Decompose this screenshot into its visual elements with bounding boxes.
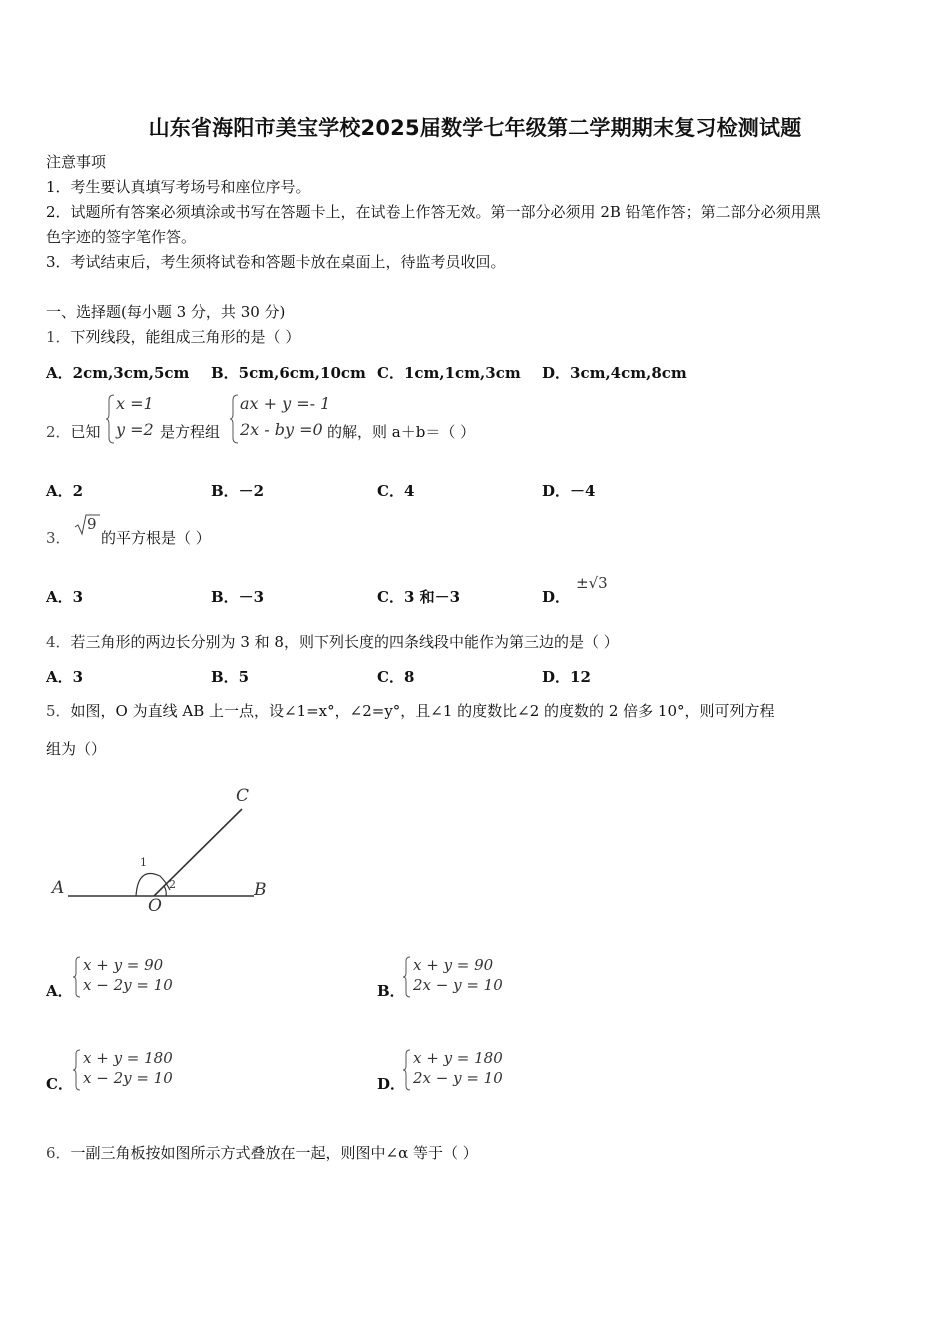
question-number: 3． — [46, 529, 71, 547]
option-c: C．8 — [377, 668, 415, 686]
question-stem: 下列线段，能组成三角形的是（ ） — [70, 328, 301, 346]
radicand: 9 — [87, 515, 97, 533]
question-stem-mid: 是方程组 — [160, 423, 221, 441]
equation: x + y = 180 — [83, 1049, 173, 1067]
notice-item: 1．考生要认真填写考场号和座位序号。 — [46, 178, 311, 196]
option-a-system — [73, 956, 183, 998]
question-number: 4． — [46, 633, 71, 651]
left-brace-icon — [73, 956, 83, 998]
option-a: A．3 — [46, 588, 84, 606]
question-stem-post: 的解，则 a＋b＝（ ） — [327, 423, 476, 441]
equation: ax + y =- 1 — [240, 394, 331, 413]
question-stem-continued: 组为（） — [46, 740, 107, 758]
question-3-number — [46, 527, 71, 548]
label-a: A — [52, 878, 65, 898]
equation: 2x − y = 10 — [413, 1069, 503, 1087]
left-brace-icon — [106, 394, 116, 444]
option-d: D．3cm,4cm,8cm — [542, 364, 687, 382]
angle-figure — [46, 782, 276, 922]
option-b: B．－2 — [211, 482, 265, 500]
sqrt-9 — [74, 512, 100, 538]
option-b: B．－3 — [211, 588, 265, 606]
question-stem-pre: 已知 — [70, 423, 101, 441]
left-brace-icon — [230, 394, 240, 444]
label-b: B — [254, 880, 267, 900]
option-a: A．3 — [46, 668, 84, 686]
equation: x + y = 90 — [83, 956, 164, 974]
page-title: 山东省海阳市美宝学校2025届数学七年级第二学期期末复习检测试题 — [148, 116, 802, 140]
label-o: O — [148, 896, 162, 916]
question-stem: 一副三角板按如图所示方式叠放在一起，则图中∠α 等于（ ） — [70, 1144, 478, 1162]
option-d-label: D． — [377, 1075, 406, 1093]
notice-heading: 注意事项 — [46, 153, 107, 171]
option-b-system — [403, 956, 513, 998]
equation: y =2 — [116, 420, 154, 439]
question-number: 2． — [46, 423, 71, 441]
angle-1-label: 1 — [140, 856, 147, 869]
question-stem: 若三角形的两边长分别为 3 和 8，则下列长度的四条线段中能作为第三边的是（ ） — [70, 633, 619, 651]
question-5 — [46, 700, 775, 721]
notice-item: 3．考试结束后，考生须将试卷和答题卡放在桌面上，待监考员收回。 — [46, 253, 506, 271]
option-d-value: ±√3 — [576, 574, 608, 592]
option-d: D．－4 — [542, 482, 596, 500]
angle-2-label: 2 — [169, 878, 176, 891]
notice-item: 2．试题所有答案必须填涂或书写在答题卡上，在试卷上作答无效。第一部分必须用 2B 铅笔作答；第二部分必须用黑 — [46, 203, 821, 221]
option-c-system — [73, 1049, 193, 1091]
question-number: 1． — [46, 328, 71, 346]
option-a: A．2cm,3cm,5cm — [46, 364, 190, 382]
option-b-label: B． — [377, 982, 405, 1000]
equation-system-ab — [230, 394, 330, 444]
equation: x =1 — [116, 394, 154, 413]
equation: 2x - by =0 — [240, 420, 323, 439]
option-d: D．12 — [542, 668, 591, 686]
question-2-number — [46, 421, 101, 442]
option-a: A．2 — [46, 482, 84, 500]
option-c: C．4 — [377, 482, 415, 500]
option-a-label: A． — [46, 982, 73, 1000]
option-b: B．5cm,6cm,10cm — [211, 364, 366, 382]
option-c-label: C． — [46, 1075, 73, 1093]
question-stem: 的平方根是（ ） — [101, 529, 211, 547]
option-c: C．1cm,1cm,3cm — [377, 364, 521, 382]
question-number: 6． — [46, 1144, 71, 1162]
label-c: C — [236, 786, 250, 806]
question-1 — [46, 326, 300, 347]
left-brace-icon — [403, 956, 413, 998]
question-6 — [46, 1142, 478, 1163]
equation: x + y = 180 — [413, 1049, 503, 1067]
option-b: B．5 — [211, 668, 250, 686]
equation: x − 2y = 10 — [83, 976, 173, 994]
equation-system-xy — [106, 394, 166, 444]
question-number: 5． — [46, 702, 71, 720]
equation: x + y = 90 — [413, 956, 494, 974]
option-c: C．3 和－3 — [377, 588, 461, 606]
question-stem: 如图，O 为直线 AB 上一点，设∠1=x°，∠2=y°，且∠1 的度数比∠2 的度数的 2 倍多 10°，则可列方程 — [70, 702, 775, 720]
option-d: D． — [542, 588, 571, 606]
left-brace-icon — [403, 1049, 413, 1091]
equation: 2x − y = 10 — [413, 976, 503, 994]
left-brace-icon — [73, 1049, 83, 1091]
notice-item: 色字迹的签字笔作答。 — [46, 228, 197, 246]
section-heading: 一、选择题(每小题 3 分，共 30 分) — [46, 303, 286, 321]
option-d-system — [403, 1049, 523, 1091]
question-4 — [46, 631, 619, 652]
equation: x − 2y = 10 — [83, 1069, 173, 1087]
